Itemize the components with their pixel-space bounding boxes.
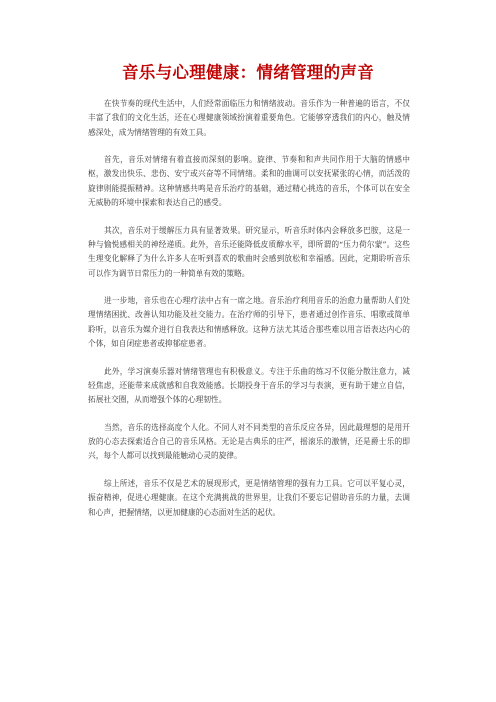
paragraph-6: 当然，音乐的选择高度个人化。不同人对不同类型的音乐反应各异，因此最理想的是用开放的心态去探索适合自己的音乐风格。无论是古典乐的庄严，摇滚乐的激情，还是爵士乐的即兴，每个人都可以找到最能触动心灵的旋律。 [88, 422, 410, 461]
paragraph-1: 在快节奏的现代生活中，人们经常面临压力和情绪波动。音乐作为一种普遍的语言，不仅丰富了我们的文化生活，还在心理健康领域扮演着重要角色。它能够穿透我们的内心，触及情感深处，成为情绪管理的有效工具。 [88, 99, 410, 137]
paragraph-5: 此外，学习演奏乐器对情绪管理也有积极意义。专注于乐曲的练习不仅能分散注意力，减轻焦虑，还能带来成就感和自我效能感。长期投身于音乐的学习与表演，更有助于建立自信，拓展社交圈，从而增强个体的心理韧性。 [88, 366, 410, 405]
paragraph-2: 首先，音乐对情绪有着直接而深刻的影响。旋律、节奏和和声共同作用于大脑的情感中枢，激发出快乐、悲伤、安宁或兴奋等不同情绪。柔和的曲调可以安抚紧张的心情，而活泼的旋律则能提振精神。这种情感共鸣是音乐治疗的基础，通过精心挑选的音乐，个体可以在安全无威胁的环境中探索和表达自己的感受。 [88, 155, 410, 208]
paragraph-7: 综上所述，音乐不仅是艺术的展现形式，更是情绪管理的强有力工具。它可以平复心灵，振奋精神，促进心理健康。在这个充满挑战的世界里，让我们不要忘记借助音乐的力量，去调和心声，把握情绪，以更加健康的心态面对生活的起伏。 [88, 479, 410, 517]
document-title: 音乐与心理健康：情绪管理的声音 [122, 63, 374, 82]
paragraph-3: 其次，音乐对于缓解压力具有显著效果。研究显示，听音乐时体内会释放多巴胺，这是一种与愉悦感相关的神经递质。此外，音乐还能降低皮质醇水平，即所谓的“压力荷尔蒙”。这些生理变化解释了为什么许多人在听到喜欢的歌曲时会感到放松和幸福感。因此，定期聆听音乐可以作为调节日常压力的一种简单有效的策略。 [88, 225, 410, 278]
document-body [88, 97, 410, 533]
paragraph-4: 进一步地，音乐也在心理疗法中占有一席之地。音乐治疗利用音乐的治愈力量帮助人们处理情绪困扰、改善认知功能及社交能力。在治疗师的引导下，患者通过创作音乐、唱歌或简单聆听，以音乐为媒介进行自我表达和情感释放。这种方法尤其适合那些难以用言语表达内心的个体，如自闭症患者或抑郁症患者。 [88, 296, 410, 349]
